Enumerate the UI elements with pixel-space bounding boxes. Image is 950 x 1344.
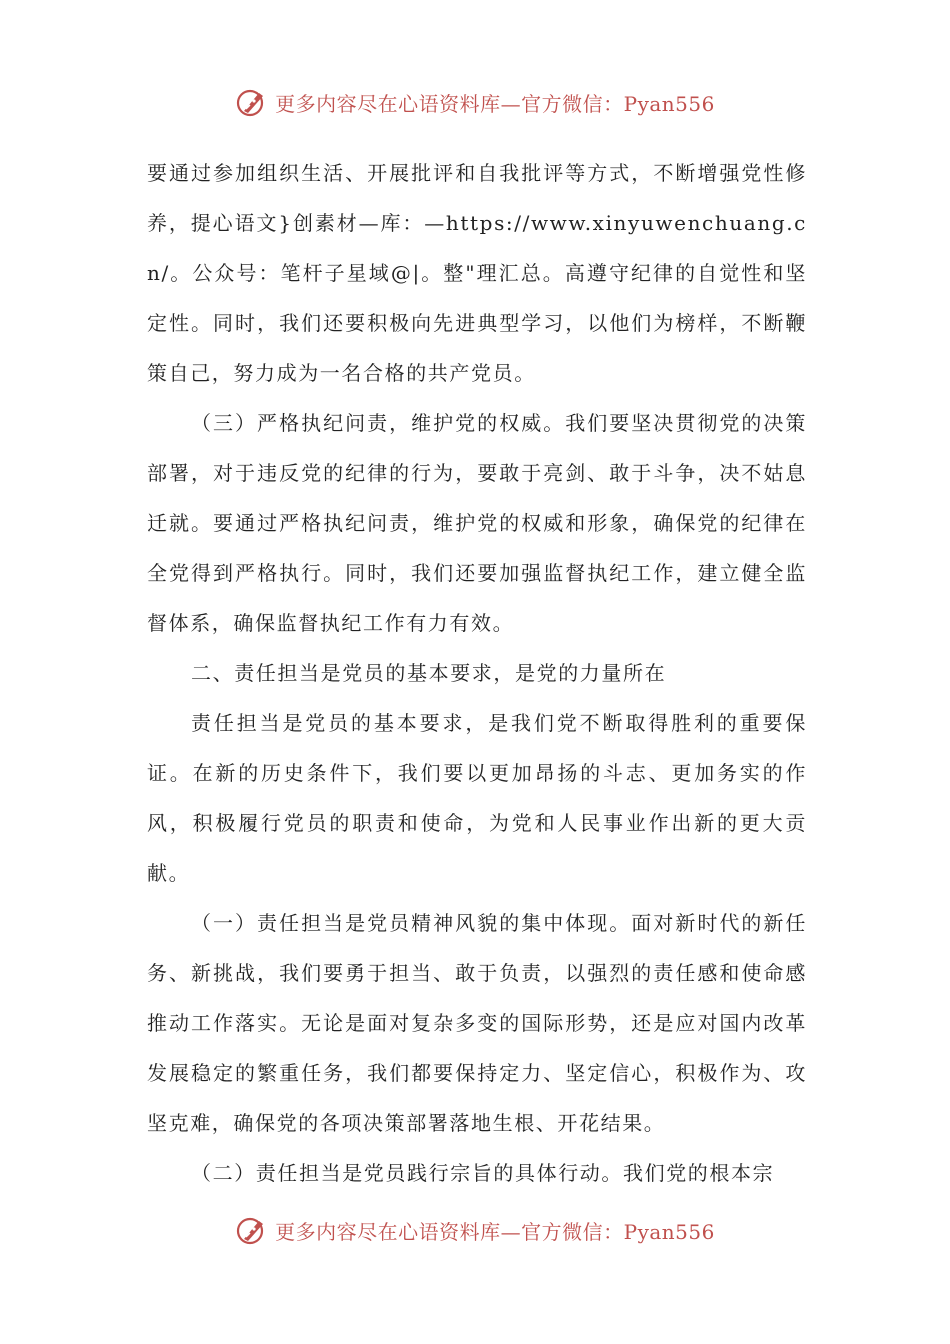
pen-nib-circle-icon bbox=[235, 1213, 269, 1247]
paragraph-subsection-1: （一）责任担当是党员精神风貌的集中体现。面对新时代的新任务、新挑战，我们要勇于担当、敢于负责，以强烈的责任感和使命感推动工作落实。无论是面对复杂多变的国际形势，还是应对国内改革发展稳定的繁重任务，我们都要保持定力、坚定信心，积极作为、攻坚克难，确保党的各项决策部署落地生根、开花结果。 bbox=[147, 911, 807, 1135]
banner-text: 更多内容尽在心语资料库—官方微信：Pyan556 bbox=[275, 1219, 715, 1244]
header-banner bbox=[0, 82, 950, 122]
paragraph-section-3: （三）严格执纪问责，维护党的权威。我们要坚决贯彻党的决策部署，对于违反党的纪律的行为，要敢于亮剑、敢于斗争，决不姑息迁就。要通过严格执纪问责，维护党的权威和形象，确保党的纪律在全党得到严格执行。同时，我们还要加强监督执纪工作，建立健全监督体系，确保监督执纪工作有力有效。 bbox=[147, 411, 807, 635]
paragraph-subsection-2: （二）责任担当是党员践行宗旨的具体行动。我们党的根本宗 bbox=[191, 1161, 775, 1185]
banner-text: 更多内容尽在心语资料库—官方微信：Pyan556 bbox=[275, 91, 715, 116]
section-heading-2: 二、责任担当是党员的基本要求，是党的力量所在 bbox=[191, 661, 667, 685]
document-body bbox=[147, 148, 807, 1198]
paragraph-continuation: 要通过参加组织生活、开展批评和自我批评等方式，不断增强党性修养，提心语文}创素材—库：—https://www.xinyuwenchuang.cn/。公众号：笔杆子星域@|。整"理汇总。高遵守纪律的自觉性和坚定性。同时，我们还要积极向先进典型学习，以他们为榜样，不断鞭策自己，努力成为一名合格的共产党员。 bbox=[147, 161, 807, 385]
pen-nib-circle-icon bbox=[235, 85, 269, 119]
footer-banner bbox=[0, 1210, 950, 1250]
paragraph-intro: 责任担当是党员的基本要求，是我们党不断取得胜利的重要保证。在新的历史条件下，我们要以更加昂扬的斗志、更加务实的作风，积极履行党员的职责和使命，为党和人民事业作出新的更大贡献。 bbox=[147, 711, 807, 885]
